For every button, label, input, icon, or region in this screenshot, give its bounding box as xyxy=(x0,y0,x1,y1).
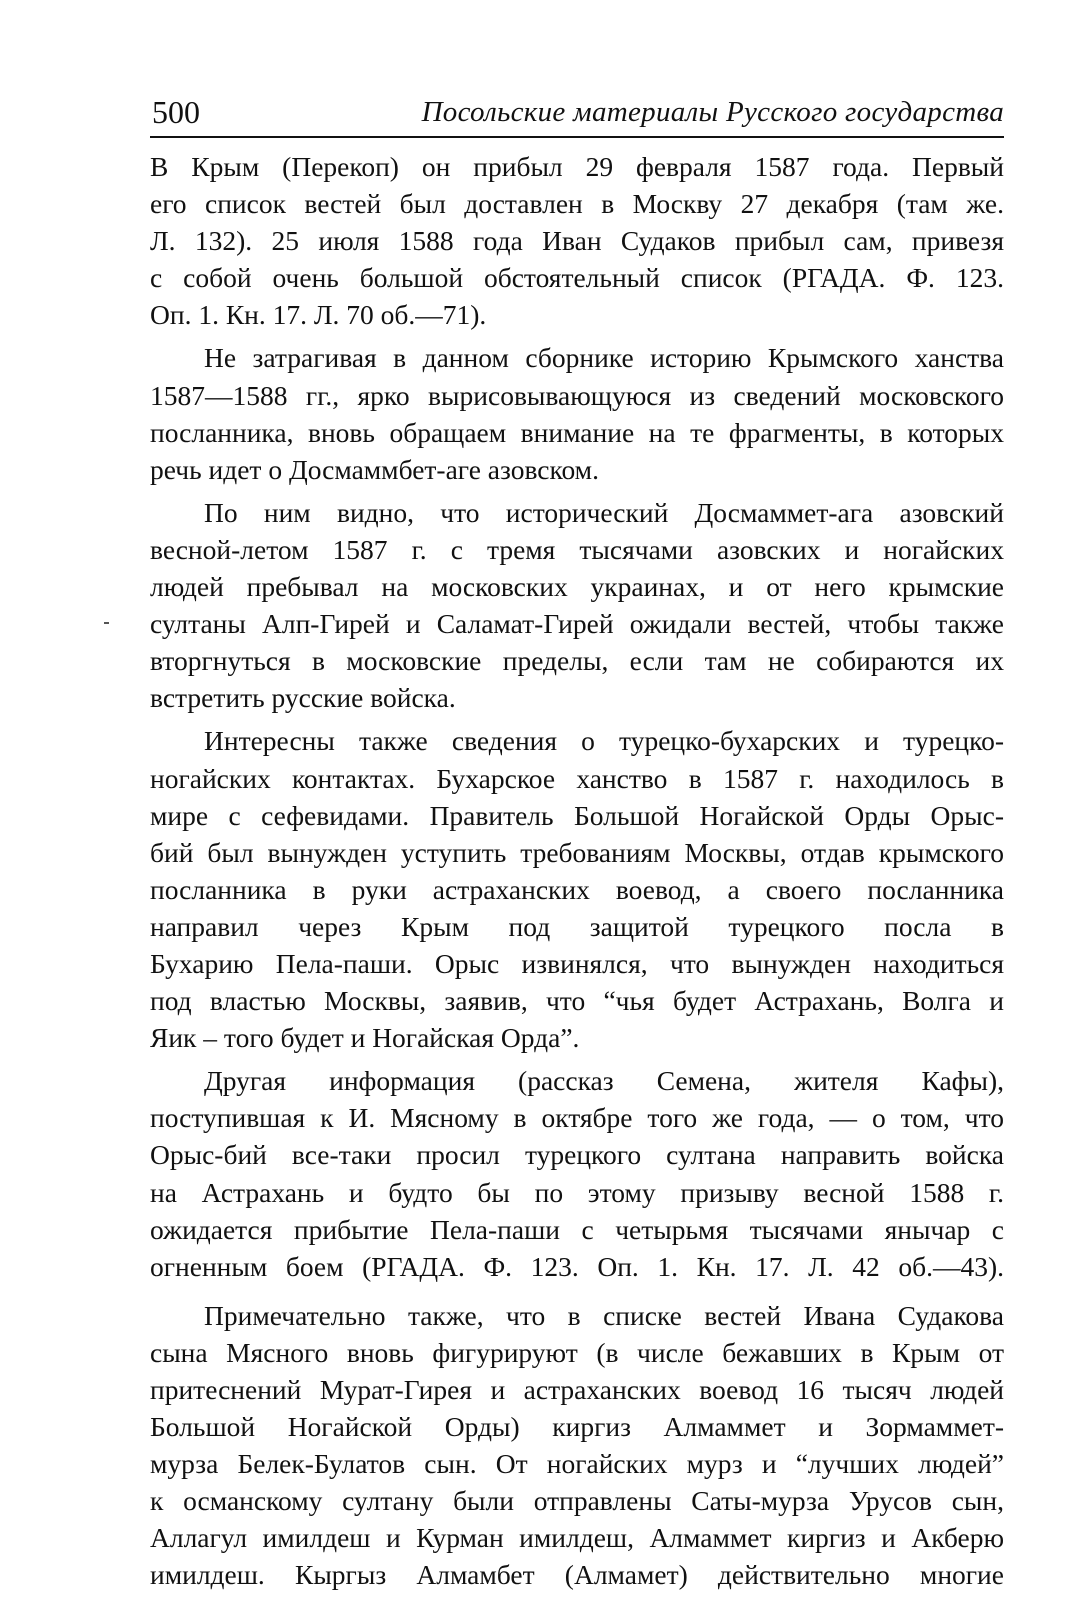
paragraph-6 xyxy=(150,1297,1004,1594)
text-line: на Астрахань и будто бы по этому призыву весной 1588 г. xyxy=(150,1176,1004,1208)
text-line: поступившая к И. Мясному в октябре того же года, — о том, что xyxy=(150,1102,1004,1134)
text-line: сына Мясного вновь фигурируют (в числе бежавших в Крым от xyxy=(150,1336,1004,1368)
text-line: вторгнуться в московские пределы, если там не собираются их xyxy=(150,645,1004,677)
paragraph-1 xyxy=(150,148,1004,333)
text-line: посланника в руки астраханских воевод, а своего посланника xyxy=(150,873,1004,905)
text-line: посланника, вновь обращаем внимание на те фрагменты, в которых xyxy=(150,416,1004,448)
text-line: ногайских контактах. Бухарское ханство в 1587 г. находилось в xyxy=(150,762,1004,794)
text-line: Примечательно также, что в списке вестей Ивана Судакова xyxy=(204,1299,1004,1331)
text-line: Бухарию Пела-паши. Орыс извинялся, что вынужден находиться xyxy=(150,947,1004,979)
text-line: Л. 132). 25 июля 1588 года Иван Судаков прибыл сам, привезя xyxy=(150,225,1004,257)
text-line: султаны Алп-Гирей и Саламат-Гирей ожидали вестей, чтобы также xyxy=(150,608,1004,640)
text-line: Яик – того будет и Ногайская Орда”. xyxy=(150,1022,580,1054)
text-line: речь идет о Досмаммбет-аге азовском. xyxy=(150,453,599,485)
text-line: мурза Белек-Булатов сын. От ногайских мурз и “лучших людей” xyxy=(150,1448,1004,1480)
text-line: притеснений Мурат-Гирея и астраханских воевод 16 тысяч людей xyxy=(150,1374,1004,1405)
margin-mark xyxy=(104,622,109,624)
text-line: Другая информация (рассказ Семена, жителя Кафы), xyxy=(204,1065,1004,1097)
paragraph-4 xyxy=(150,722,1004,1056)
paragraph-5 xyxy=(150,1062,1004,1285)
paragraph-2 xyxy=(150,339,1004,487)
page-number: 500 xyxy=(152,94,200,130)
body-text xyxy=(150,148,1004,1594)
text-line: Аллагул имилдеш и Курман имилдеш, Алмаммет киргиз и Акберю xyxy=(150,1522,1004,1554)
text-line: В Крым (Перекоп) он прибыл 29 февраля 1587 года. Первый xyxy=(150,151,1004,182)
text-line: ожидается прибытие Пела-паши с четырьмя тысячами янычар с xyxy=(150,1213,1004,1245)
text-line: 1587—1588 гг., ярко вырисовывающуюся из сведений московского xyxy=(150,379,1004,411)
text-line: Интересны также сведения о турецко-бухарских и турецко- xyxy=(204,725,1004,757)
text-line: встретить русские войска. xyxy=(150,682,456,714)
text-line: Большой Ногайской Орды) киргиз Алмаммет и Зормаммет- xyxy=(150,1411,1004,1443)
text-line: По ним видно, что исторический Досмаммет-ага азовский xyxy=(204,496,1004,528)
text-line: Не затрагивая в данном сборнике историю Крымского ханства xyxy=(204,342,1004,374)
text-line: бий был вынужден уступить требованиям Москвы, отдав крымского xyxy=(150,836,1004,868)
text-line: направил через Крым под защитой турецкого посла в xyxy=(150,910,1004,942)
text-line: людей пребывал на московских украинах, и от него крымские xyxy=(150,571,1004,603)
text-line: с собой очень большой обстоятельный список (РГАДА. Ф. 123. xyxy=(150,262,1004,294)
paragraph-3 xyxy=(150,494,1004,717)
text-line: имилдеш. Кыргыз Алмамбет (Алмамет) действительно многие xyxy=(150,1559,1004,1591)
text-line: Орыс-бий все-таки просил турецкого султана направить войска xyxy=(150,1139,1004,1171)
text-line: Оп. 1. Кн. 17. Л. 70 об.—71). xyxy=(150,299,487,331)
text-line: мире с сефевидами. Правитель Большой Ногайской Орды Орыс- xyxy=(150,799,1004,831)
text-line: под властью Москвы, заявив, что “чья будет Астрахань, Волга и xyxy=(150,985,1004,1017)
text-line: к османскому султану были отправлены Саты-мурза Урусов сын, xyxy=(150,1485,1004,1517)
text-line: его список вестей был доставлен в Москву 27 декабря (там же. xyxy=(150,188,1004,220)
text-line: весной-летом 1587 г. с тремя тысячами азовских и ногайских xyxy=(150,533,1004,565)
running-title: Посольские материалы Русского государства xyxy=(421,96,1004,128)
running-header xyxy=(150,92,1004,138)
text-line: огненным боем (РГАДА. Ф. 123. Оп. 1. Кн. 17. Л. 42 об.—43). xyxy=(150,1250,1004,1282)
